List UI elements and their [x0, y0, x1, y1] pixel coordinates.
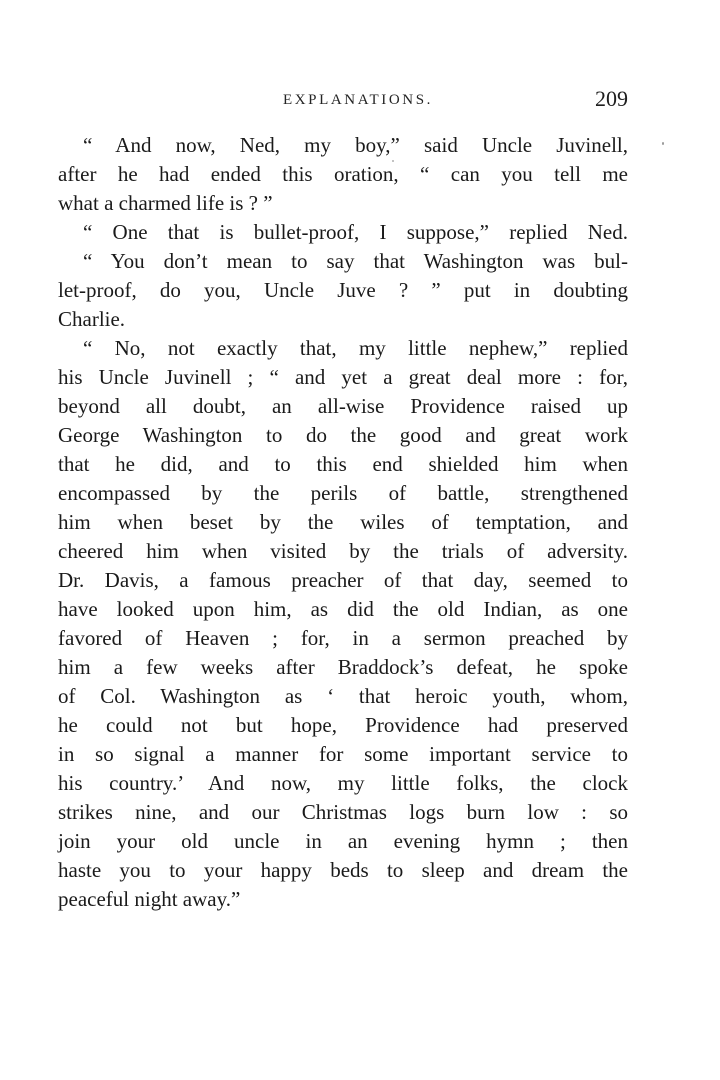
text-line: what a charmed life is ? ” [58, 191, 273, 215]
text-line: “ And now, Ned, my boy,” said Uncle Juvinell, [83, 133, 628, 157]
text-line: “ You don’t mean to say that Washington was bul- [83, 249, 628, 273]
text-line: encompassed by the perils of battle, strengthened [58, 481, 628, 505]
text-line: him a few weeks after Braddock’s defeat, he spoke [58, 655, 628, 679]
text-line: “ One that is bullet-proof, I suppose,” replied Ned. [83, 220, 628, 244]
page-body [58, 131, 628, 914]
text-line: of Col. Washington as ‘ that heroic youth, whom, [58, 684, 628, 708]
scan-speck [662, 142, 664, 145]
paragraph [58, 131, 628, 218]
text-line: beyond all doubt, an all-wise Providence raised up [58, 394, 628, 418]
text-line: Charlie. [58, 307, 126, 331]
text-line: peaceful night away.” [58, 887, 241, 911]
text-line: his country.’ And now, my little folks, the clock [58, 771, 628, 795]
text-line: “ No, not exactly that, my little nephew,” replied [83, 336, 628, 360]
text-line: after he had ended this oration, “ can you tell me [58, 162, 628, 186]
text-line: George Washington to do the good and great work [58, 423, 628, 447]
page-number: 209 [595, 86, 628, 111]
text-line: Dr. Davis, a famous preacher of that day, seemed to [58, 568, 628, 592]
paragraph [58, 247, 628, 334]
text-line: have looked upon him, as did the old Indian, as one [58, 597, 628, 621]
page-header [58, 86, 628, 113]
paragraph [58, 334, 628, 914]
text-line: haste you to your happy beds to sleep and dream the [58, 858, 628, 882]
text-line: favored of Heaven ; for, in a sermon preached by [58, 626, 628, 650]
text-line: that he did, and to this end shielded him when [58, 452, 628, 476]
text-line: strikes nine, and our Christmas logs burn low : so [58, 800, 628, 824]
text-line: join your old uncle in an evening hymn ; then [58, 829, 628, 853]
text-line: him when beset by the wiles of temptation, and [58, 510, 628, 534]
running-title: EXPLANATIONS. [282, 92, 434, 108]
text-line: cheered him when visited by the trials of adversity. [58, 539, 628, 563]
text-line: in so signal a manner for some important service to [58, 742, 628, 766]
scan-speck [392, 160, 394, 162]
text-line: he could not but hope, Providence had preserved [58, 713, 628, 737]
text-line: let-proof, do you, Uncle Juve ? ” put in doubting [58, 278, 628, 302]
paragraph [58, 218, 628, 247]
text-line: his Uncle Juvinell ; “ and yet a great deal more : for, [58, 365, 628, 389]
